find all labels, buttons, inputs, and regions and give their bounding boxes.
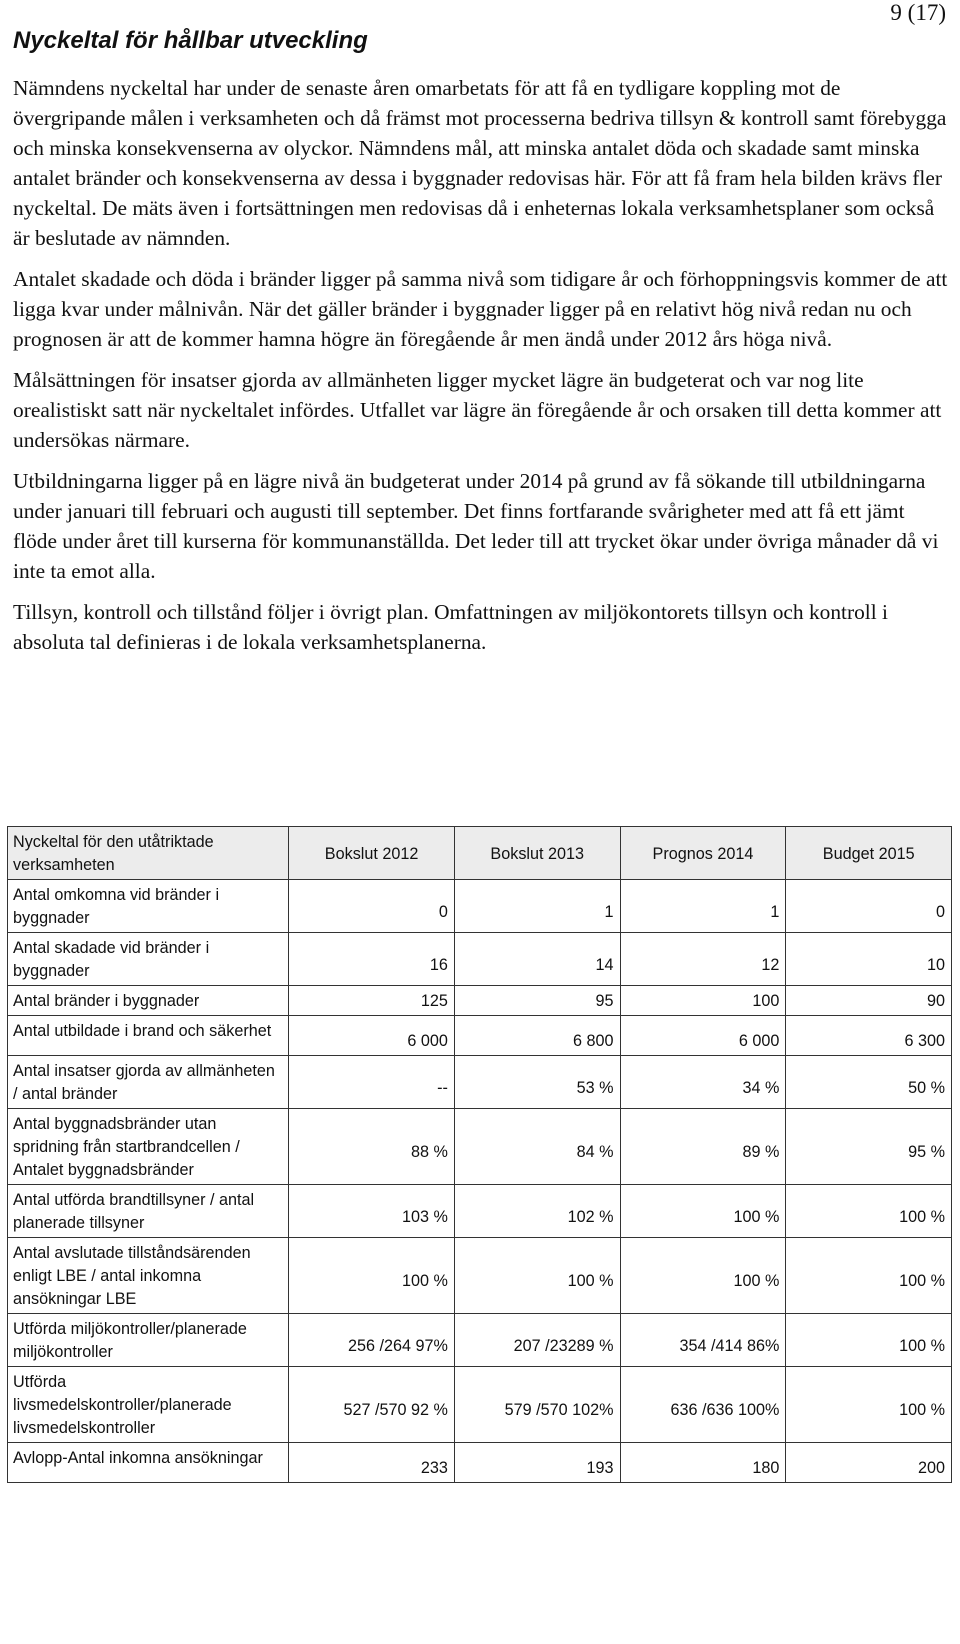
kpi-table bbox=[7, 826, 952, 1483]
row-label: Antal avslutade tillståndsärenden enligt LBE / antal inkomna ansökningar LBE bbox=[8, 1238, 289, 1314]
row-label: Antal byggnadsbränder utan spridning från startbrandcellen / Antalet byggnadsbränder bbox=[8, 1109, 289, 1185]
cell-value: 579 /570 102% bbox=[454, 1367, 620, 1443]
cell-value: 14 bbox=[454, 933, 620, 986]
table-row bbox=[8, 1016, 952, 1056]
row-label: Antal utbildade i brand och säkerhet bbox=[8, 1016, 289, 1056]
table-row bbox=[8, 1367, 952, 1443]
paragraph: Nämndens nyckeltal har under de senaste åren omarbetats för att få en tydligare koppling mot de övergripande målen i verksamheten och då främst mot processerna bedriva tillsyn & kontroll samt förebygga och minska konsekvenserna av olyckor. Nämndens mål, att minska antalet döda och skadade samt minska antalet bränder och konsekvenserna av dessa i byggnader redovisas här. För att få fram hela bilden krävs fler nyckeltal. De mäts även i fortsättningen men redovisas då i enheternas lokala verksamhetsplaner som också är beslutade av nämnden. bbox=[13, 76, 947, 250]
cell-value: 34 % bbox=[620, 1056, 786, 1109]
table-row bbox=[8, 1443, 952, 1483]
cell-value: 53 % bbox=[454, 1056, 620, 1109]
cell-value: 100 % bbox=[786, 1238, 952, 1314]
column-header-bokslut-2013: Bokslut 2013 bbox=[454, 827, 620, 880]
cell-value: 95 % bbox=[786, 1109, 952, 1185]
cell-value: 6 000 bbox=[620, 1016, 786, 1056]
cell-value: 50 % bbox=[786, 1056, 952, 1109]
column-header-prognos-2014: Prognos 2014 bbox=[620, 827, 786, 880]
table-row bbox=[8, 1314, 952, 1367]
cell-value: 6 000 bbox=[289, 1016, 455, 1056]
cell-value: 354 /414 86% bbox=[620, 1314, 786, 1367]
cell-value: 100 % bbox=[620, 1185, 786, 1238]
section-heading: Nyckeltal för hållbar utveckling bbox=[13, 27, 368, 54]
row-label: Antal omkomna vid bränder i byggnader bbox=[8, 880, 289, 933]
cell-value: 88 % bbox=[289, 1109, 455, 1185]
paragraph: Tillsyn, kontroll och tillstånd följer i övrigt plan. Omfattningen av miljökontorets tillsyn och kontroll i absoluta tal definieras i de lokala verksamhetsplanerna. bbox=[13, 600, 888, 654]
cell-value: 89 % bbox=[620, 1109, 786, 1185]
cell-value: 6 800 bbox=[454, 1016, 620, 1056]
row-label: Avlopp-Antal inkomna ansökningar bbox=[8, 1443, 289, 1483]
cell-value: 233 bbox=[289, 1443, 455, 1483]
paragraph: Utbildningarna ligger på en lägre nivå än budgeterat under 2014 på grund av få sökande till utbildningarna under januari till februari och augusti till september. Det finns fortfarande svårigheter med att få ett jämt flöde under året till kurserna för kommunanställda. Det leder till att trycket ökar under övriga månader då vi inte ta emot alla. bbox=[13, 469, 939, 583]
cell-value: 100 % bbox=[786, 1367, 952, 1443]
column-header-budget-2015: Budget 2015 bbox=[786, 827, 952, 880]
cell-value: 100 bbox=[620, 986, 786, 1016]
table-row bbox=[8, 880, 952, 933]
cell-value: 100 % bbox=[620, 1238, 786, 1314]
cell-value: 1 bbox=[454, 880, 620, 933]
cell-value: 95 bbox=[454, 986, 620, 1016]
row-label: Antal utförda brandtillsyner / antal planerade tillsyner bbox=[8, 1185, 289, 1238]
row-label: Antal skadade vid bränder i byggnader bbox=[8, 933, 289, 986]
cell-value: 0 bbox=[289, 880, 455, 933]
cell-value: -- bbox=[289, 1056, 455, 1109]
row-label: Utförda miljökontroller/planerade miljökontroller bbox=[8, 1314, 289, 1367]
cell-value: 0 bbox=[786, 880, 952, 933]
cell-value: 90 bbox=[786, 986, 952, 1016]
body-text bbox=[13, 73, 949, 668]
row-label: Antal bränder i byggnader bbox=[8, 986, 289, 1016]
cell-value: 6 300 bbox=[786, 1016, 952, 1056]
cell-value: 200 bbox=[786, 1443, 952, 1483]
page-number: 9 (17) bbox=[890, 0, 946, 25]
table-row bbox=[8, 1185, 952, 1238]
cell-value: 125 bbox=[289, 986, 455, 1016]
paragraph: Målsättningen för insatser gjorda av allmänheten ligger mycket lägre än budgeterat och var nog lite orealistiskt satt när nyckeltalet infördes. Utfallet var lägre än föregående år och orsaken till detta kommer att undersökas närmare. bbox=[13, 368, 942, 452]
table-header-row bbox=[8, 827, 952, 880]
cell-value: 102 % bbox=[454, 1185, 620, 1238]
cell-value: 1 bbox=[620, 880, 786, 933]
cell-value: 100 % bbox=[289, 1238, 455, 1314]
cell-value: 10 bbox=[786, 933, 952, 986]
cell-value: 527 /570 92 % bbox=[289, 1367, 455, 1443]
cell-value: 256 /264 97% bbox=[289, 1314, 455, 1367]
table-row bbox=[8, 1056, 952, 1109]
cell-value: 207 /23289 % bbox=[454, 1314, 620, 1367]
cell-value: 12 bbox=[620, 933, 786, 986]
column-header-bokslut-2012: Bokslut 2012 bbox=[289, 827, 455, 880]
paragraph: Antalet skadade och döda i bränder ligger på samma nivå som tidigare år och förhoppningsvis kommer de att ligga kvar under målnivån. När det gäller bränder i byggnader ligger på en relativt hög nivå redan nu och prognosen är att de kommer hamna högre än föregående år men ändå under 2012 års höga nivå. bbox=[13, 267, 948, 351]
cell-value: 636 /636 100% bbox=[620, 1367, 786, 1443]
cell-value: 100 % bbox=[786, 1185, 952, 1238]
row-label: Antal insatser gjorda av allmänheten / antal bränder bbox=[8, 1056, 289, 1109]
table-row bbox=[8, 933, 952, 986]
cell-value: 100 % bbox=[454, 1238, 620, 1314]
cell-value: 84 % bbox=[454, 1109, 620, 1185]
cell-value: 193 bbox=[454, 1443, 620, 1483]
cell-value: 103 % bbox=[289, 1185, 455, 1238]
column-header-kpi: Nyckeltal för den utåtriktade verksamheten bbox=[8, 827, 289, 880]
cell-value: 16 bbox=[289, 933, 455, 986]
cell-value: 100 % bbox=[786, 1314, 952, 1367]
table-row bbox=[8, 1238, 952, 1314]
table-row bbox=[8, 1109, 952, 1185]
row-label: Utförda livsmedelskontroller/planerade livsmedelskontroller bbox=[8, 1367, 289, 1443]
cell-value: 180 bbox=[620, 1443, 786, 1483]
table-row bbox=[8, 986, 952, 1016]
